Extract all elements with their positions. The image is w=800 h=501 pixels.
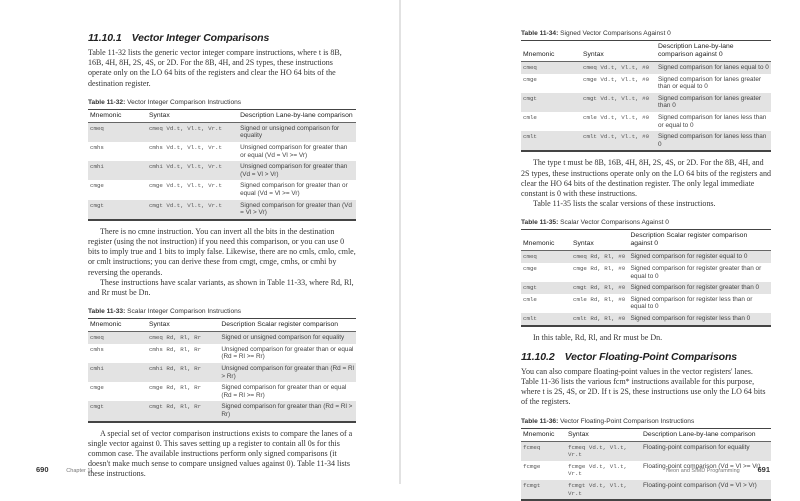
syntax-cell: fcmge Vd.t, Vl.t, Vr.t	[568, 462, 628, 478]
syntax-cell: cmgt Vd.t, Vl.t, #0	[581, 93, 656, 112]
mnemonic-cell: cmlt	[521, 131, 581, 151]
syntax-cell: cmhs Vd.t, Vl.t, Vr.t	[148, 144, 223, 151]
description-cell: Unsigned comparison for greater than (Rd = Rl > Rr)	[219, 363, 356, 382]
syntax-cell: cmhi Vd.t, Vl.t, Vr.t	[147, 161, 238, 180]
column-header: Description Lane-by-lane comparison	[238, 109, 356, 122]
mnemonic-cell: cmge	[523, 75, 537, 83]
left-folio	[36, 459, 93, 477]
table-row	[88, 382, 356, 401]
special-set-paragraph: A special set of vector comparison instructions exists to compare the lanes of a single vector against 0. This saves setting up a register to contain all 0s for this common case. The available instructions perform only signed comparisons (it doesn't make much sense to compare unsigned values against 0). Table 11-34 lists these instructions.	[88, 428, 353, 479]
table-11-36-caption	[521, 418, 771, 425]
mnemonic-cell: cmgt	[521, 282, 571, 294]
table-row	[88, 161, 356, 180]
column-header: Syntax	[147, 319, 219, 332]
table-row	[521, 74, 771, 93]
column-header: Syntax	[581, 41, 656, 62]
section-number: 11.10.1	[88, 32, 122, 44]
description-cell: Signed comparison for register greater than or equal to 0	[630, 264, 762, 280]
column-header: Syntax	[566, 428, 641, 441]
column-header: Mnemonic	[521, 230, 571, 251]
table-11-35	[521, 229, 771, 326]
type-t-paragraph: The type t must be 8B, 16B, 4H, 8H, 2S, 4S, or 2D. For the 8B, 4H, and 2S types, these instructions operate only on the LO 64 bits of the registers and clear the HO 64 bits of the destination register. The only legal immediate constant is 0 with these instructions.	[521, 158, 771, 198]
right-page	[401, 0, 800, 497]
table-row	[521, 131, 771, 151]
syntax-cell: cmeq Rd, Rl, Rr	[147, 332, 219, 344]
table-11-33-caption	[88, 308, 356, 315]
caption-label: Table 11-33:	[88, 308, 126, 316]
table-row	[521, 62, 771, 74]
mnemonic-cell: cmlt	[521, 313, 571, 326]
description-cell: Unsigned comparison for greater than or equal (Rd = Rl >= Rr)	[221, 345, 354, 361]
mnemonic-cell: cmle	[523, 113, 537, 121]
mnemonic-cell: cmeq	[88, 122, 147, 142]
description-cell: Floating-point comparison (Vd = Vl >= Vr)	[643, 462, 761, 470]
caption-title: Scalar Vector Comparisons Against 0	[560, 219, 669, 227]
column-header: Syntax	[147, 109, 238, 122]
description-cell: Signed comparison for register greater than 0	[629, 282, 772, 294]
column-header: Description Lane-by-lane comparison against 0	[656, 41, 771, 62]
table-header-row	[88, 109, 356, 122]
description-cell: Floating-point comparison (Vd = Vl > Vr)	[641, 480, 771, 500]
description-cell: Signed comparison for lanes less than or equal to 0	[658, 113, 767, 129]
table-11-32-caption	[88, 99, 356, 106]
mnemonic-cell: cmhs	[90, 144, 104, 151]
caption-label: Table 11-36:	[521, 417, 559, 425]
syntax-cell: cmeq Rd, Rl, #0	[571, 251, 629, 263]
description-cell: Signed comparison for greater than (Vd = Vl > Vr)	[238, 200, 356, 220]
description-cell: Signed comparison for lanes equal to 0	[656, 62, 771, 74]
section-heading-11-10-1	[88, 32, 356, 44]
section-number: 11.10.2	[521, 350, 555, 363]
table-header-row	[521, 230, 771, 251]
caption-title: Scalar Integer Comparison Instructions	[127, 308, 242, 316]
left-page-content	[88, 32, 356, 480]
column-header: Mnemonic	[88, 319, 147, 332]
right-page-content	[521, 30, 771, 501]
syntax-cell: cmeq Vd.t, Vl.t, Vr.t	[147, 122, 238, 142]
column-header: Mnemonic	[521, 428, 566, 441]
table-11-33	[88, 318, 356, 422]
scalar-versions-paragraph: Table 11-35 lists the scalar versions of these instructions.	[533, 199, 716, 209]
description-cell: Floating-point comparison for equality	[641, 441, 771, 461]
table-row	[88, 122, 356, 142]
description-cell: Signed comparison for lanes greater than 0	[656, 93, 771, 112]
description-cell: Unsigned comparison for greater than or equal (Vd = Vl >= Vr)	[240, 144, 348, 159]
page-number: 691	[757, 465, 770, 474]
syntax-cell: cmge Rd, Rl, #0	[573, 264, 626, 272]
intro-paragraph: Table 11-32 lists the generic vector integer compare instructions, where t is 8B, 16B, 4H, 8H, 2S, 4S, or 2D. For the 8B, 4H, and 2S types, these instructions operate only on the LO 64 bits of the registers and clear the HO 64 bits of the destination register.	[88, 48, 342, 88]
table-row	[88, 200, 356, 220]
table-header-row	[88, 319, 356, 332]
description-cell: Signed comparison for lanes greater than or equal to 0	[658, 75, 762, 91]
syntax-cell: cmgt Rd, Rl, #0	[571, 282, 629, 294]
table-row	[521, 282, 771, 294]
description-cell: Signed comparison for register less than or equal to 0	[630, 295, 753, 311]
mnemonic-cell: cmhi	[88, 363, 147, 382]
section-title: Vector Floating-Point Comparisons	[564, 350, 738, 363]
cmne-paragraph: There is no cmne instruction. You can invert all the bits in the destination register (using the not instruction) if you need this comparison, or you can use 0 bits to imply true and 1 bits to imply false. Likewise, there are no cmls, cmlo, cmle, or cmlt instructions; you can derive these from cmgt, cmge, cmhs, or cmhi by reversing the operands.	[88, 226, 356, 277]
table-11-34	[521, 40, 771, 152]
table-row	[521, 263, 771, 282]
syntax-cell: cmhi Rd, Rl, Rr	[147, 363, 219, 382]
in-this-table-paragraph: In this table, Rd, Rl, and Rr must be Dn.	[533, 332, 663, 342]
table-row	[88, 180, 356, 199]
table-row	[88, 401, 356, 421]
syntax-cell: cmge Vd.t, Vl.t, #0	[583, 75, 650, 83]
mnemonic-cell: cmeq	[521, 251, 571, 263]
caption-label: Table 11-35:	[521, 219, 559, 227]
syntax-cell: cmlt Rd, Rl, #0	[571, 313, 629, 326]
mnemonic-cell: cmhi	[88, 161, 147, 180]
chapter-label: Chapter 11	[66, 468, 94, 474]
column-header: Mnemonic	[521, 41, 581, 62]
column-header: Description Scalar register comparison against 0	[629, 230, 772, 251]
description-cell: Signed comparison for register equal to 0	[629, 251, 772, 263]
syntax-cell: cmge Rd, Rl, Rr	[148, 384, 202, 392]
table-row	[521, 441, 771, 461]
syntax-cell: fcmgt Vd.t, Vl.t, Vr.t	[566, 480, 641, 500]
mnemonic-cell: cmgt	[88, 200, 147, 220]
page-number: 690	[36, 465, 49, 474]
syntax-cell: fcmeq Vd.t, Vl.t, Vr.t	[566, 441, 641, 461]
table-row	[88, 142, 356, 161]
description-cell: Signed comparison for greater than (Rd = Rl > Rr)	[219, 401, 356, 421]
description-cell: Signed comparison for register less than 0	[629, 313, 772, 326]
syntax-cell: cmlt Vd.t, Vl.t, #0	[581, 131, 656, 151]
scalar-variants-paragraph: These instructions have scalar variants, as shown in Table 11-33, where Rd, Rl, and Rr must be Dn.	[88, 277, 354, 297]
description-cell: Signed comparison for greater than or equal (Vd = Vl >= Vr)	[240, 182, 348, 197]
mnemonic-cell: cmle	[523, 295, 537, 303]
table-row	[521, 313, 771, 326]
left-page	[0, 0, 399, 484]
syntax-cell: cmgt Vd.t, Vl.t, Vr.t	[147, 200, 238, 220]
table-row	[88, 332, 356, 344]
mnemonic-cell: cmgt	[521, 93, 581, 112]
mnemonic-cell: cmge	[523, 264, 537, 272]
table-row	[88, 344, 356, 363]
table-row	[521, 294, 771, 313]
mnemonic-cell: cmgt	[88, 401, 147, 421]
caption-label: Table 11-34:	[521, 30, 559, 37]
description-cell: Signed comparison for lanes less than 0	[656, 131, 771, 151]
table-header-row	[521, 428, 771, 441]
table-row	[521, 112, 771, 131]
caption-title: Vector Integer Comparison Instructions	[127, 98, 242, 106]
right-folio	[666, 459, 770, 477]
mnemonic-cell: fcmgt	[521, 480, 566, 500]
floating-point-paragraph: You can also compare floating-point values in the vector registers' lanes. Table 11-36 lists the various fcm* instructions available for this purpose, where t is 2S, 4S, or 2D. If t is 2S, these instructions use only the LO 64 bits of the registers.	[521, 366, 766, 407]
caption-label: Table 11-32:	[88, 98, 126, 106]
syntax-cell: cmge Vd.t, Vl.t, Vr.t	[148, 182, 223, 190]
syntax-cell: cmle Vd.t, Vl.t, #0	[583, 113, 650, 121]
mnemonic-cell: cmeq	[88, 332, 147, 344]
column-header: Mnemonic	[88, 109, 147, 122]
description-cell: Signed or unsigned comparison for equality	[238, 122, 356, 142]
mnemonic-cell: fcmge	[523, 462, 541, 470]
description-cell: Signed or unsigned comparison for equality	[219, 332, 356, 344]
table-row	[521, 480, 771, 500]
description-cell: Signed comparison for greater than or equal (Rd = Rl >= Rr)	[221, 384, 347, 399]
column-header: Description Scalar register comparison	[219, 319, 356, 332]
caption-title: Vector Floating-Point Comparison Instructions	[560, 417, 695, 425]
syntax-cell: cmhs Rd, Rl, Rr	[148, 345, 202, 353]
description-cell: Unsigned comparison for greater than (Vd = Vl > Vr)	[238, 161, 356, 180]
table-row	[521, 251, 771, 263]
column-header: Description Lane-by-lane comparison	[641, 428, 771, 441]
syntax-cell: cmle Rd, Rl, #0	[573, 295, 626, 303]
column-header: Syntax	[571, 230, 629, 251]
table-11-34-caption	[521, 30, 771, 37]
table-row	[521, 93, 771, 112]
syntax-cell: cmeq Vd.t, Vl.t, #0	[581, 62, 656, 74]
mnemonic-cell: fcmeq	[521, 441, 566, 461]
section-heading-11-10-2	[521, 351, 771, 363]
table-row	[88, 363, 356, 382]
mnemonic-cell: cmge	[90, 384, 104, 392]
mnemonic-cell: cmeq	[521, 62, 581, 74]
table-11-32	[88, 109, 356, 221]
table-header-row	[521, 41, 771, 62]
running-head: Neon and SIMD Programming	[666, 468, 740, 474]
caption-title: Signed Vector Comparisons Against 0	[560, 30, 671, 37]
syntax-cell: cmgt Rd, Rl, Rr	[147, 401, 219, 421]
mnemonic-cell: cmhs	[90, 345, 104, 353]
table-11-35-caption	[521, 219, 771, 226]
mnemonic-cell: cmge	[90, 182, 104, 190]
section-title: Vector Integer Comparisons	[131, 32, 270, 44]
